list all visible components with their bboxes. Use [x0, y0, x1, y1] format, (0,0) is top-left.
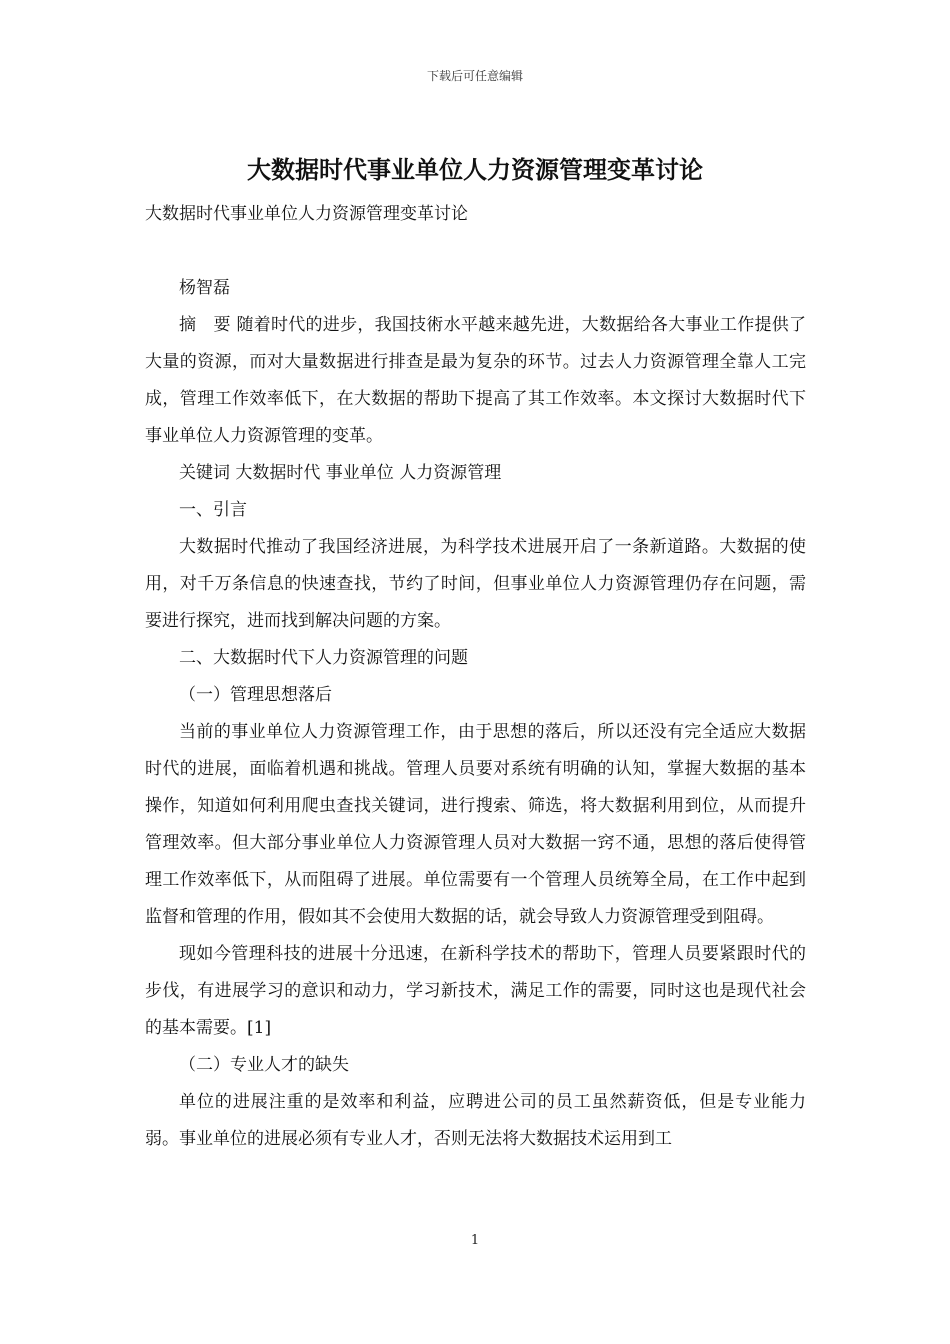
header-note: 下载后可任意编辑: [426, 69, 523, 83]
page-number: 1: [470, 1233, 480, 1248]
section-heading-introduction: 一、引言: [179, 500, 247, 520]
document-title: 大数据时代事业单位人力资源管理变革讨论: [247, 155, 703, 184]
paragraph: 大数据时代推动了我国经济进展，为科学技术进展开启了一条新道路。大数据的使用，对千万条信息的快速查找，节约了时间，但事业单位人力资源管理仍存在问题，需要进行探究，进而找到解决问题的方案。: [145, 537, 806, 631]
paragraph: 单位的进展注重的是效率和利益，应聘进公司的员工虽然薪资低，但是专业能力弱。事业单位的进展必须有专业人才，否则无法将大数据技术运用到工: [145, 1092, 806, 1149]
subsection-heading-outdated-thinking: （一）管理思想落后: [179, 685, 332, 705]
paragraph: 当前的事业单位人力资源管理工作，由于思想的落后，所以还没有完全适应大数据时代的进展，面临着机遇和挑战。管理人员要对系统有明确的认知，掌握大数据的基本操作，知道如何利用爬虫查找关键词，进行搜索、筛选，将大数据利用到位，从而提升管理效率。但大部分事业单位人力资源管理人员对大数据一窍不通，思想的落后使得管理工作效率低下，从而阻碍了进展。单位需要有一个管理人员统筹全局，在工作中起到监督和管理的作用，假如其不会使用大数据的话，就会导致人力资源管理受到阻碍。: [145, 722, 806, 927]
section-heading-problems: 二、大数据时代下人力资源管理的问题: [179, 648, 468, 668]
keywords-line: 关键词 大数据时代 事业单位 人力资源管理: [179, 463, 502, 483]
author-name: 杨智磊: [179, 278, 230, 298]
document-subtitle: 大数据时代事业单位人力资源管理变革讨论: [145, 204, 468, 224]
subsection-heading-talent-shortage: （二）专业人才的缺失: [179, 1055, 349, 1075]
abstract-paragraph: 摘 要 随着时代的进步，我国技術水平越来越先进，大数据给各大事业工作提供了大量的资源，而对大量数据进行排查是最为复杂的环节。过去人力资源管理全靠人工完成，管理工作效率低下，在大数据的帮助下提高了其工作效率。本文探讨大数据时代下事业单位人力资源管理的变革。: [145, 315, 806, 446]
paragraph: 现如今管理科技的进展十分迅速，在新科学技术的帮助下，管理人员要紧跟时代的步伐，有进展学习的意识和动力，学习新技术，满足工作的需要，同时这也是现代社会的基本需要。[1]: [145, 944, 806, 1038]
document-body: [145, 196, 806, 1158]
